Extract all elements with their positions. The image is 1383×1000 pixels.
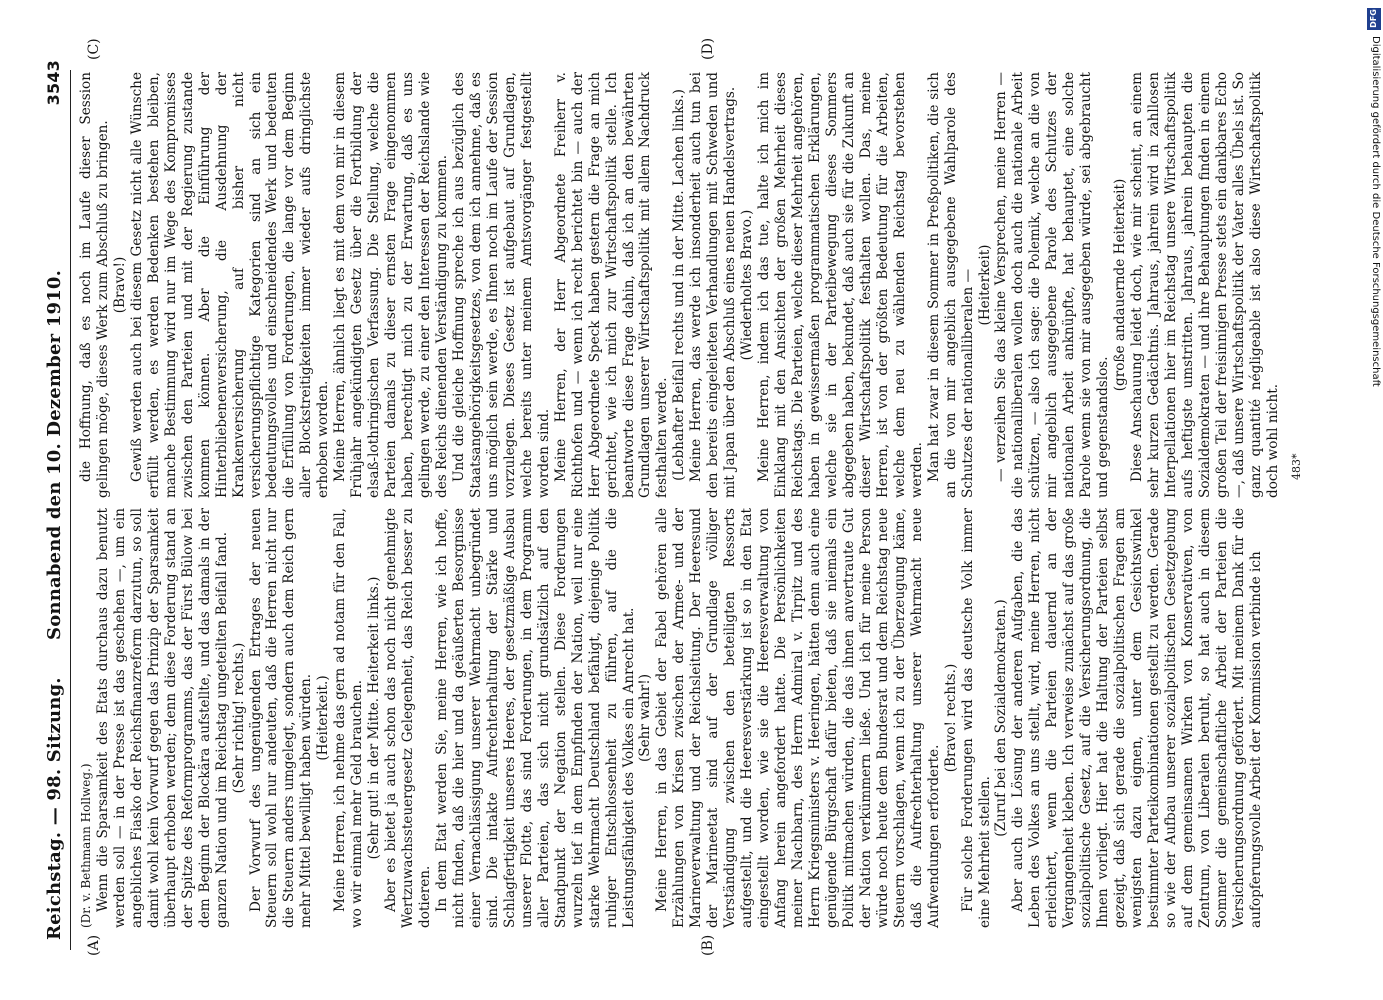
page-number: 3543: [44, 60, 63, 106]
header-rule: [70, 70, 71, 950]
dfg-credit: Digitalisierung gefördert durch die Deutsche Forschungsgemeinschaft: [1370, 36, 1381, 387]
paragraph: die Hoffnung, daß es noch im Laufe dieser Session gelingen möge, dieses Werk zum Abschluß zu bringen.: [78, 72, 111, 498]
dfg-logo: DFG: [1367, 8, 1381, 30]
paragraph: Meine Herren, das werde ich insonderheit auch tun bei den bereits eingeleiteten Verhandlungen mit Schweden und mit Japan über den Abschluß eines neuen Handelsvertrags.: [688, 72, 739, 498]
paragraph: — verzeihen Sie das kleine Versprechen, meine Herren — die nationalliberalen wollen doch auch die nationale Arbeit schützen, — also ich sage: die Polemik, welche an die von mir angeblich ausgegebene Parole des Schutzes der nationalen Arbeit anknüpfte, hat behauptet, eine solche Parole wenn sie von mir ausgegeben würde, sei abgebraucht und gegenstandslos.: [993, 72, 1112, 498]
paragraph: Aber es bietet ja auch schon das noch nicht genehmigte Wertzuwachssteuergesetz Gelegenheit, das Reich besser zu dotieren.: [383, 508, 434, 928]
reaction-note: (Bravo!): [111, 256, 128, 314]
paragraph: In dem Etat werden Sie, meine Herren, wie ich hoffe, nicht finden, daß die hier und da geäußerten Besorgnisse einer Vernachlässigung unserer Wehrmacht unbegründet sind. Die intakte Aufrechterhaltung der Stärke und Schlagfertigkeit unseres Heeres, der gesetzmäßige Ausbau unserer Flotte, das sind Forderungen, in dem Programm aller Parteien, das sich nicht grundsätzlich auf den Standpunkt der Negation stellen. Diese Forderungen wurzeln tief in dem Empfinden der Nation, weil nur eine starke Wehrmacht Deutschland befähigt, diejenige Politik ruhiger Entschlossenheit zu führen, auf die die Leistungsfähigkeit des Volkes ein Anrecht hat.: [434, 508, 637, 928]
reaction-note: (Heiterkeit.): [315, 675, 332, 761]
signature-mark: 483*: [1290, 453, 1303, 480]
paragraph: Man hat zwar in diesem Sommer in Preßpolitiken, die sich an die von mir angeblich ausgegebene Wahlparole des Schutzes der nationalliberalen —: [925, 72, 976, 498]
paragraph: Und die gleiche Hoffnung spreche ich aus bezüglich des Staatsangehörigkeitsgesetzes, von dem ich annehme, daß es uns möglich sein werde, es Ihnen noch im Laufe der Session vorzulegen. Dieses Gesetz ist aufgebaut auf Grundlagen, welche bereits unter meinem Amtsvorgänger festgestellt worden sind.: [450, 72, 552, 498]
reaction-note: (Sehr richtig! rechts.): [230, 642, 247, 794]
margin-letter-c: (C): [86, 38, 102, 60]
page-header: [44, 60, 68, 940]
reaction-note: (Heiterkeit): [976, 244, 993, 326]
reaction-note: (Zuruf bei den Sozialdemokraten.): [993, 599, 1010, 837]
paragraph: Meine Herren, indem ich das tue, halte ich mich im Einklang mit den Ansichten der großen Mehrheit dieses Reichstags. Die Parteien, welche dieser Mehrheit angehören, haben in gewissermaßen programmatischen Erklärungen, welche sie in der Parteibewegung dieses Sommers abgegeben haben, bekundet, daß auch sie für die Zukunft an dieser Wirtschaftspolitik festhalten wollen. Das, meine Herren, ist von der größten Bedeutung für die Arbeiten, welche dem neu zu wählenden Reichstag bevorstehen werden.: [756, 72, 925, 498]
paragraph: Gewiß werden auch bei diesem Gesetz nicht alle Wünsche erfüllt werden, es werden Bedenken bestehen bleiben, manche Bestimmung wird nur im Wege des Kompromisses zwischen den Parteien und mit der Regierung zustande kommen können. Aber die Einführung der Hinterbliebenenversicherung, die Ausdehnung der Krankenversicherung auf bisher nicht versicherungspflichtige Kategorien sind an sich ein bedeutungsvolles und einschneidendes Werk und bedeuten die Erfüllung von Forderungen, die lange vor dem Beginn aller Blockstreitigkeiten immer wieder aufs dringlichste erhoben worden.: [128, 72, 332, 498]
margin-letter-a: (A): [86, 934, 102, 956]
reaction-note: (Sehr gut! in der Mitte. Heiterkeit links.): [366, 576, 383, 860]
text-column-right: [78, 72, 1282, 498]
reaction-note: (Wiederholtes Bravo.): [739, 209, 756, 361]
digitization-strip: [1367, 8, 1381, 992]
margin-letter-d: (D): [700, 37, 716, 60]
paragraph: Wenn die Sparsamkeit des Etats durchaus dazu benutzt werden soll — in der Presse ist das geschehen —, um ein angebliches Fiasko der Reichsfinanzreform darzutun, so soll damit wohl kein Vorwurf gegen das Prinzip der Sparsamkeit überhaupt erhoben werden; denn diese Forderung stand an der Spitze des Reformprogramms, das der Fürst Bülow bei dem Beginn der Blockära aufstellte, und das damals in der ganzen Nation und im Reichstag ungeteilten Beifall fand.: [94, 508, 230, 928]
speaker-name: (Dr. v. Bethmann Hollweg.): [79, 763, 93, 928]
text-column-left: [78, 508, 1265, 928]
header-session: Reichstag. — 98. Sitzung.: [44, 677, 65, 940]
paragraph: Meine Herren, ich nehme das gern ad notam für den Fall, wo wir einmal mehr Geld brauchen.: [332, 508, 366, 928]
paragraph: Aber auch die Lösung der anderen Aufgaben, die das Leben des Volkes an uns stellt, wird, meine Herren, nicht erleichtert, wenn die Parteien dauernd an der Vergangenheit kleben. Ich verweise zunächst auf das große sozialpolitische Gesetz, auf die Versicherungsordnung, die Ihnen vorliegt. Hier hat die Haltung der Parteien selbst gezeigt, daß sich gerade die sozialpolitischen Fragen am wenigsten dazu eignen, unter dem Gesichtswinkel bestimmter Parteikombinationen gestellt zu werden. Gerade so wie der Aufbau unserer sozialpolitischen Gesetzgebung auf dem gemeinsamen Wirken von Konservativen, von Zentrum, von Liberalen beruht, so hat auch in diesem Sommer die gemeinschaftliche Arbeit der Parteien die Versicherungsordnung gefördert. Mit meinem Dank für die aufopferungsvolle Arbeit der Kommission verbinde ich: [1010, 508, 1264, 928]
paragraph: Für solche Forderungen wird das deutsche Volk immer eine Mehrheit stellen.: [959, 508, 993, 928]
paragraph: Diese Anschauung leidet doch, wie mir scheint, an einem sehr kurzen Gedächtnis. Jahraus, jahrein wird in zahllosen Interpellationen hier im Reichstag unsere Wirtschaftspolitik aufs heftigste umstritten. Jahraus, jahrein behaupten die Sozialdemokraten — und ihre Behauptungen finden in einem großen Teil der freisinnigen Presse stets ein dankbares Echo —, daß unsere Wirtschaftspolitik der Vater alles Übels ist. So ganz quantité négligeable ist also diese Wirtschaftspolitik doch wohl nicht.: [1129, 72, 1281, 498]
reaction-note: (große andauernde Heiterkeit): [1112, 178, 1129, 392]
reaction-note: (Lebhafter Beifall rechts und in der Mitte. Lachen links.): [671, 89, 688, 481]
margin-letter-b: (B): [700, 934, 716, 956]
reaction-note: (Bravo! rechts.): [942, 663, 959, 773]
reaction-note: (Sehr wahr!): [637, 674, 654, 762]
header-date: Sonnabend den 10. Dezember 1910.: [44, 269, 65, 640]
paragraph: Meine Herren, der Herr Abgeordnete Freiherr v. Richthofen und — wenn ich recht berichtet bin — auch der Herr Abgeordnete Speck haben gestern die Frage an mich gerichtet, wie ich mich zur Wirtschaftspolitik stelle. Ich beantworte diese Frage dahin, daß ich an den bewährten Grundlagen unserer Wirtschaftspolitik mit allem Nachdruck festhalten werde.: [552, 72, 671, 498]
paragraph: Meine Herren, ähnlich liegt es mit dem von mir in diesem Frühjahr angekündigten Gesetz über die Fortbildung der elsaß-lothringischen Verfassung. Die Stellung, welche die Parteien damals zu dieser ernsten Frage eingenommen haben, berechtigt mich zu der Erwartung, daß es uns gelingen werde, zu einer den Interessen der Reichslande wie des Reichs dienenden Verständigung zu kommen.: [332, 72, 451, 498]
paragraph: Der Vorwurf des ungenügenden Ertrages der neuen Steuern soll wohl nur andeuten, daß die Herren nicht nur die Steuern anders umgelegt, sondern auch dem Reich gern mehr Mittel bewilligt haben würden.: [247, 508, 315, 928]
paragraph: Meine Herren, in das Gebiet der Fabel gehören alle Erzählungen von Krisen zwischen der Armee- und der Marineverwaltung und der Reichsleitung. Der Heeresund der Marineetat sind auf der Grundlage völliger Verständigung zwischen den beteiligten Ressorts aufgestellt, und die Heeresverstärkung ist so in den Etat eingestellt worden, wie sie die Heeresverwaltung von Anfang herein angefordert hatte. Die Persönlichkeiten meiner Nachbarn, des Herrn Admiral v. Tirpitz und des Herrn Kriegsministers v. Heeringen, hätten denn auch eine genügende Bürgschaft dafür bieten, daß sie niemals ein Politik mitmachen würden, die das ihnen anvertraute Gut der Nation verkümmern ließe. Und ich für meine Person würde noch heute dem Bundesrat und dem Reichstag neue Steuern vorschlagen, wenn ich zu der Überzeugung käme, daß die Aufrechterhaltung unserer Wehrmacht neue Aufwendungen erforderte.: [654, 508, 942, 928]
